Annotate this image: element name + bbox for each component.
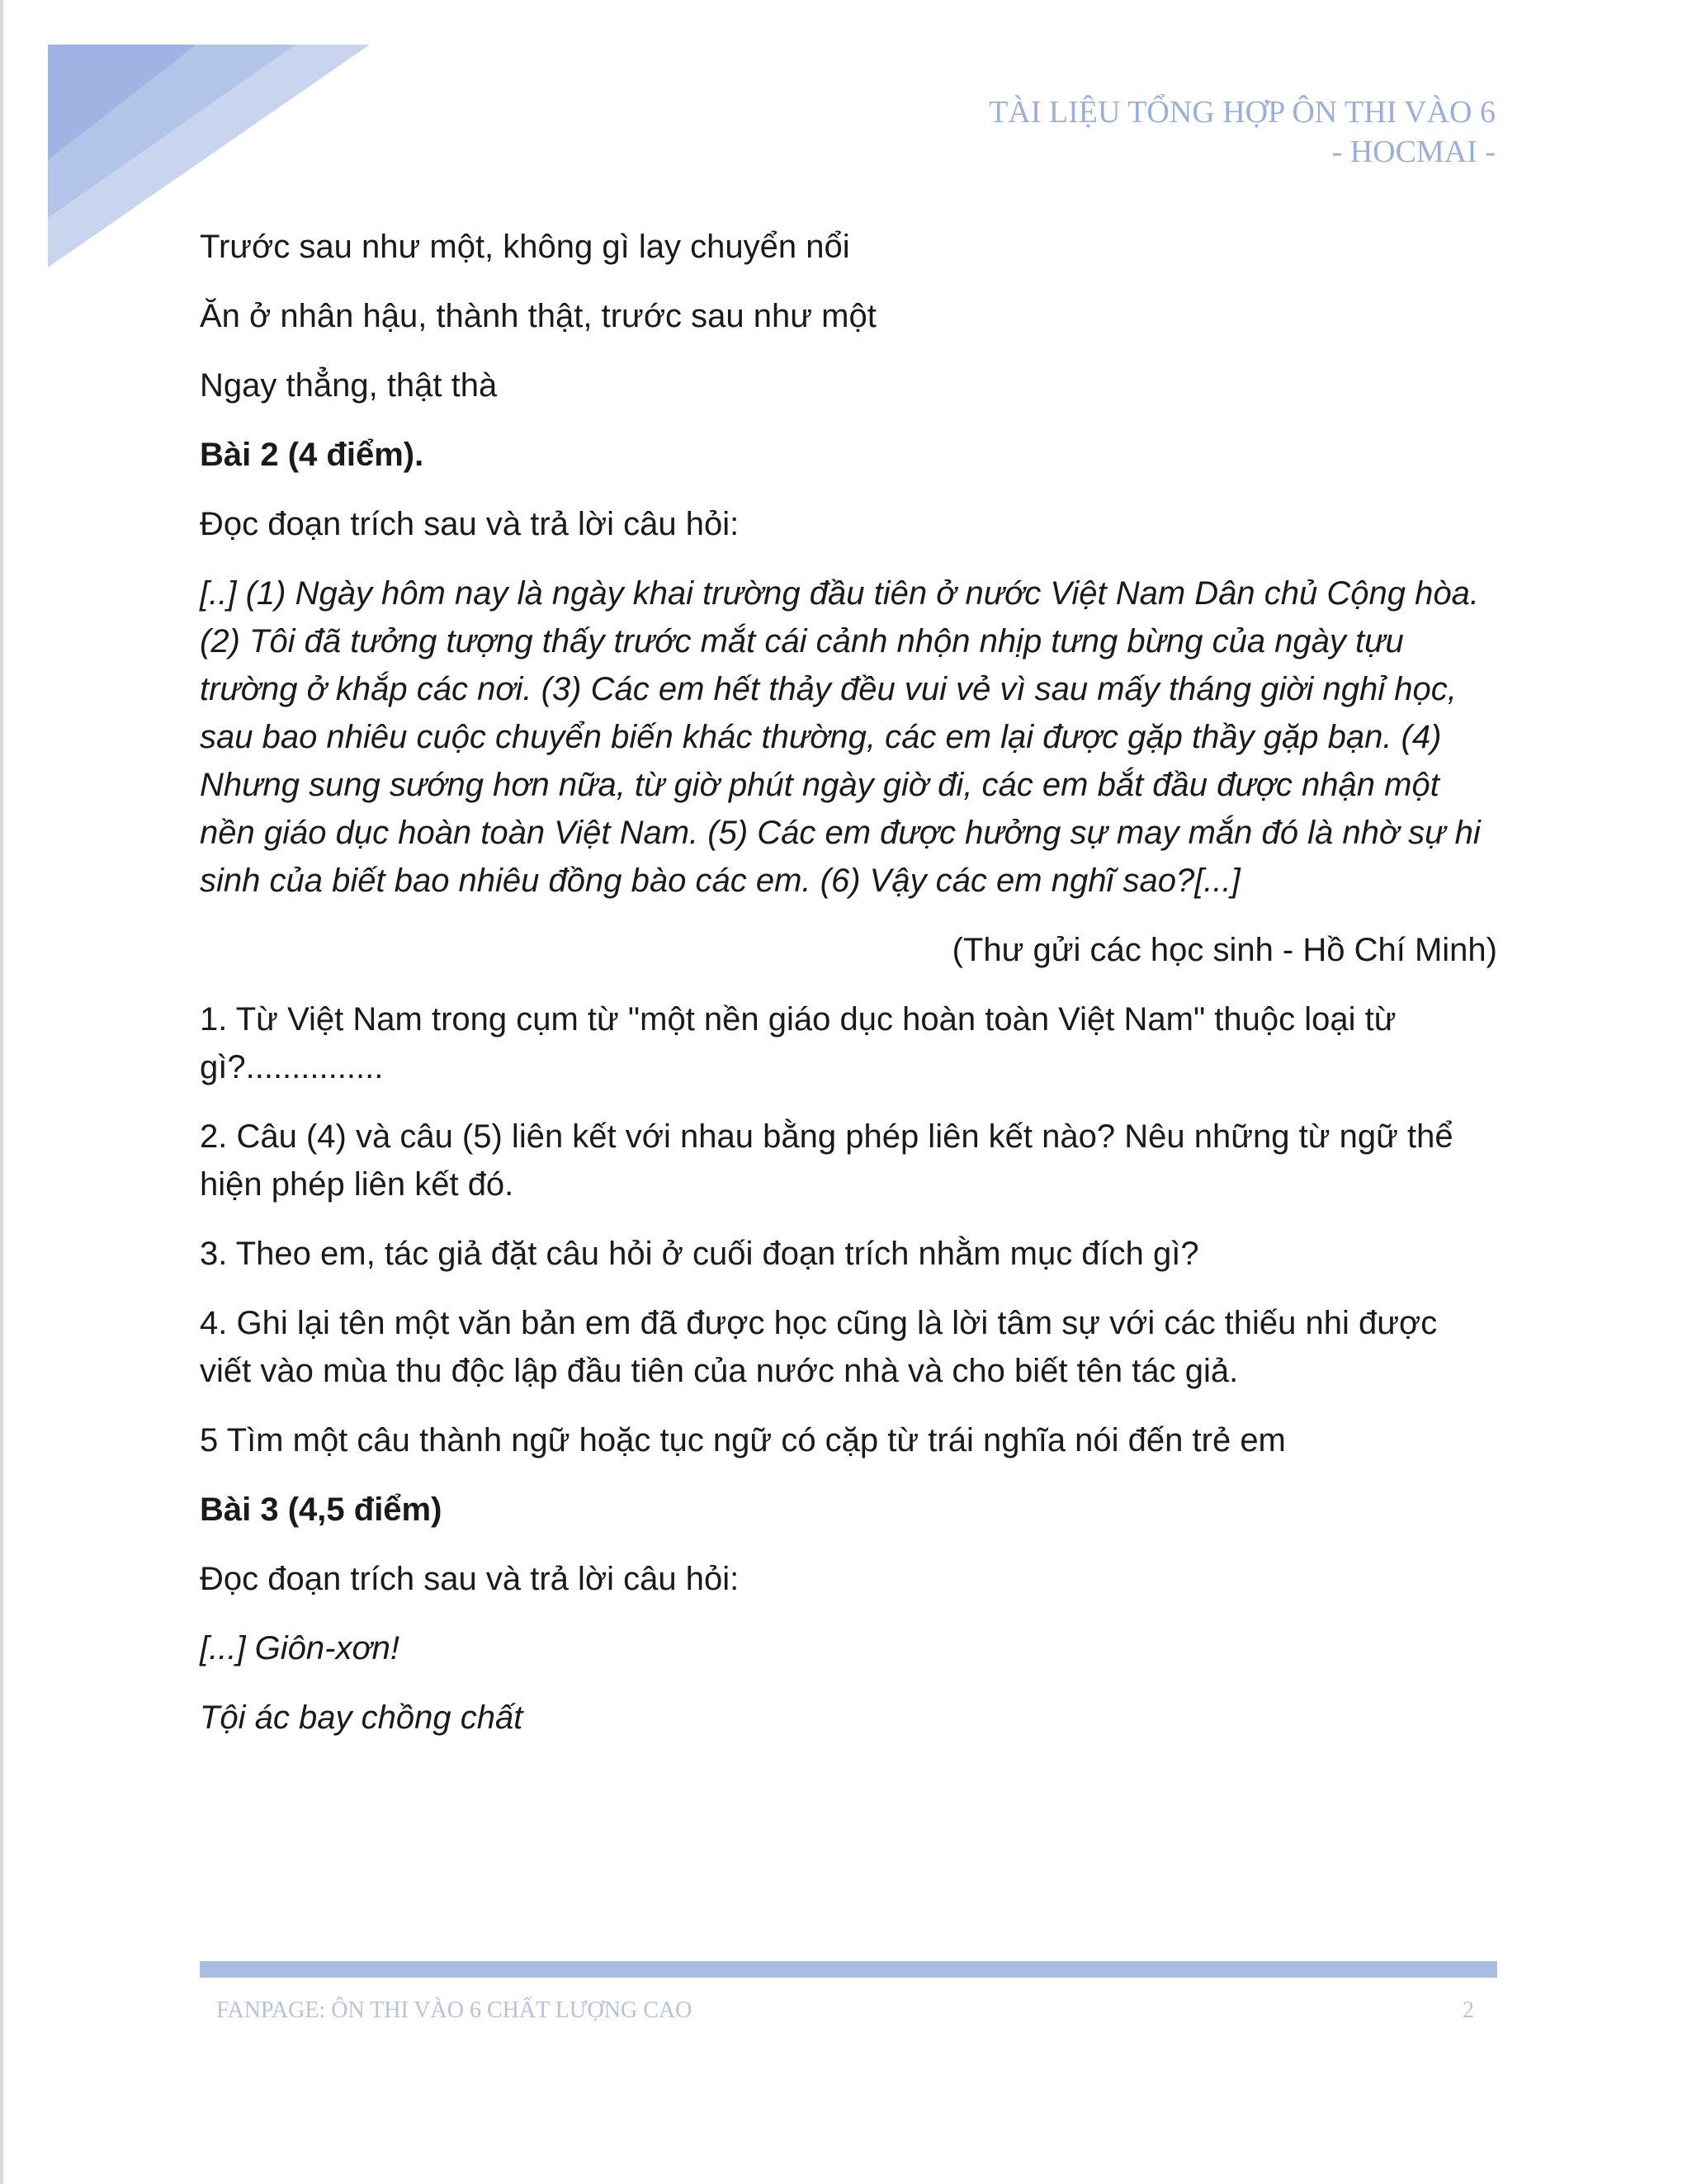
line-3: Ngay thẳng, thật thà bbox=[200, 367, 498, 404]
header-title: TÀI LIỆU TỔNG HỢP ÔN THI VÀO 6 bbox=[989, 95, 1496, 130]
footer-text: FANPAGE: ÔN THI VÀO 6 CHẤT LƯỢNG CAO bbox=[216, 1997, 692, 2023]
question-1: 1. Từ Việt Nam trong cụm từ "một nền giáo dục hoàn toàn Việt Nam" thuộc loại từ gì?............... bbox=[200, 1001, 1397, 1085]
question-2: 2. Câu (4) và câu (5) liên kết với nhau bằng phép liên kết nào? Nêu những từ ngữ thể hiện phép liên kết đó. bbox=[200, 1118, 1453, 1203]
page-edge bbox=[0, 0, 3, 2184]
poem-line-1: [...] Giôn-xơn! bbox=[200, 1630, 400, 1666]
question-5: 5 Tìm một câu thành ngữ hoặc tục ngữ có cặp từ trái nghĩa nói đến trẻ em bbox=[200, 1422, 1286, 1458]
bai3-title: Bài 3 (4,5 điểm) bbox=[200, 1491, 442, 1528]
line-2: Ăn ở nhân hậu, thành thật, trước sau như một bbox=[200, 298, 877, 334]
footer-bar bbox=[200, 1961, 1497, 1978]
page-number: 2 bbox=[1463, 1997, 1474, 2023]
document-body bbox=[200, 223, 1497, 1763]
line-1: Trước sau như một, không gì lay chuyển nổi bbox=[200, 229, 850, 265]
header-subtitle: - HOCMAI - bbox=[1331, 135, 1496, 169]
bai2-instruction: Đọc đoạn trích sau và trả lời câu hỏi: bbox=[200, 506, 740, 542]
bai3-instruction: Đọc đoạn trích sau và trả lời câu hỏi: bbox=[200, 1561, 740, 1597]
bai2-title: Bài 2 (4 điểm). bbox=[200, 437, 424, 473]
excerpt-source: (Thư gửi các học sinh - Hồ Chí Minh) bbox=[952, 932, 1497, 968]
poem-line-2: Tội ác bay chồng chất bbox=[200, 1699, 523, 1736]
question-4: 4. Ghi lại tên một văn bản em đã được học cũng là lời tâm sự với các thiếu nhi được viết vào mùa thu độc lập đầu tiên của nước nhà và cho biết tên tác giả. bbox=[200, 1305, 1438, 1389]
bai2-excerpt: [..] (1) Ngày hôm nay là ngày khai trường đầu tiên ở nước Việt Nam Dân chủ Cộng hòa. (2) Tôi đã tưởng tượng thấy trước mắt cái cảnh nhộn nhịp tưng bừng của ngày tựu trường ở khắp các nơi. (3) Các em hết thảy đều vui vẻ vì sau mấy tháng giời nghỉ học, sau bao nhiêu cuộc chuyển biến khác thường, các em lại được gặp thầy gặp bạn. (4) Nhưng sung sướng hơn nữa, từ giờ phút ngày giờ đi, các em bắt đầu được nhận một nền giáo dục hoàn toàn Việt Nam. (5) Các em được hưởng sự may mắn đó là nhờ sự hi sinh của biết bao nhiêu đồng bào các em. (6) Vậy các em nghĩ sao?[...] bbox=[200, 575, 1481, 899]
document-header bbox=[989, 92, 1496, 172]
question-3: 3. Theo em, tác giả đặt câu hỏi ở cuối đoạn trích nhằm mục đích gì? bbox=[200, 1236, 1199, 1272]
